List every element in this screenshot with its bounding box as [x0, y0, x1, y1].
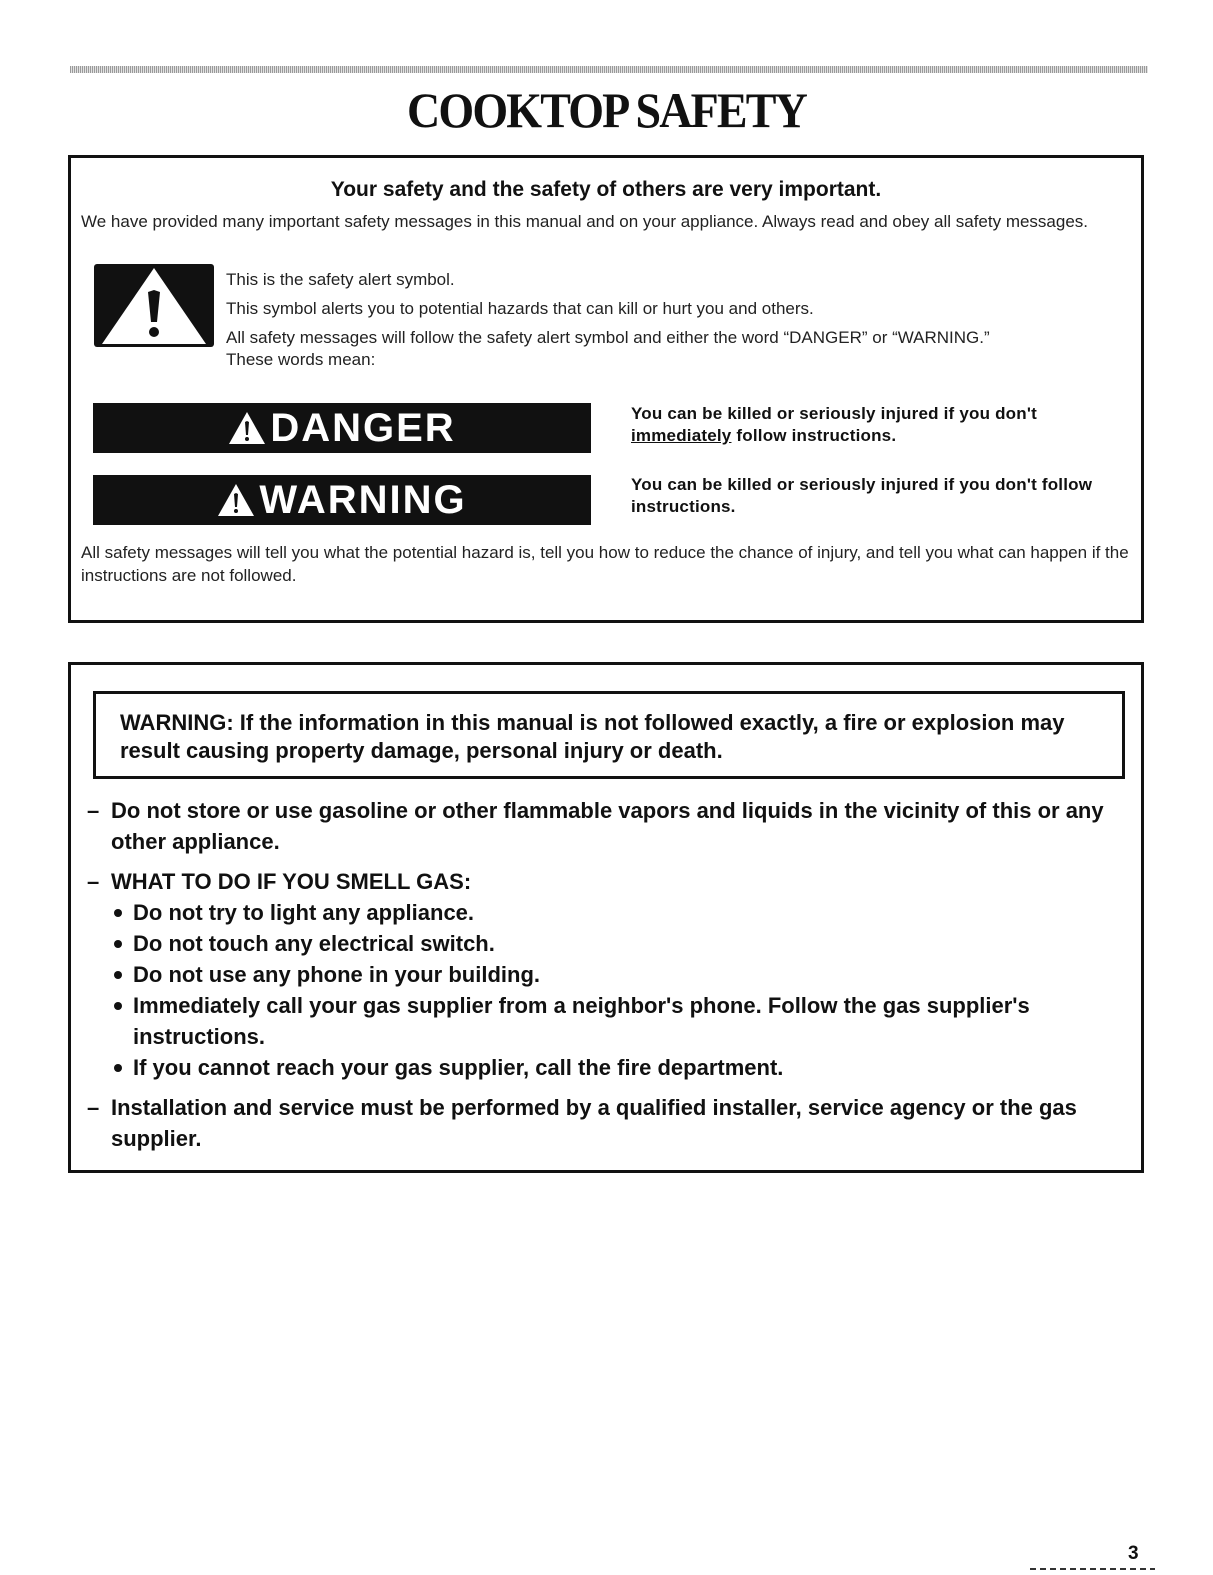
- warning-alert-icon: [217, 483, 255, 517]
- sub-list-item-text: Immediately call your gas supplier from a neighbor's phone. Follow the gas supplier's instructions.: [133, 993, 1030, 1049]
- explosion-warning-text: WARNING: If the information in this manual is not followed exactly, a fire or explosion may result causing property damage, personal injury or death.: [120, 710, 1065, 763]
- warning-label: [93, 475, 591, 525]
- sub-list-item-text: Do not try to light any appliance.: [133, 900, 475, 925]
- danger-description: [631, 403, 1131, 447]
- danger-alert-icon: [228, 411, 266, 445]
- bullet-icon: [114, 1002, 122, 1010]
- explosion-warning: [93, 691, 1125, 779]
- list-item: – WHAT TO DO IF YOU SMELL GAS:: [87, 869, 472, 894]
- safety-intro: We have provided many important safety messages in this manual and on your appliance. Always read and obey all safety messages.: [81, 212, 1089, 231]
- safety-footer: All safety messages will tell you what the potential hazard is, tell you how to reduce the chance of injury, and tell you what can happen if the instructions are not followed.: [81, 543, 1129, 585]
- bullet-icon: [114, 909, 122, 917]
- alert-line: This is the safety alert symbol.: [226, 270, 455, 289]
- list-item-text: WHAT TO DO IF YOU SMELL GAS:: [111, 869, 472, 894]
- safety-heading: Your safety and the safety of others are very important.: [330, 178, 882, 201]
- page-title: COOKTOP SAFETY: [407, 82, 806, 138]
- bullet-icon: [114, 940, 122, 948]
- warning-description: You can be killed or seriously injured if you don't follow instructions.: [631, 475, 1093, 516]
- sub-list-item-text: If you cannot reach your gas supplier, call the fire department.: [133, 1055, 784, 1080]
- sub-list-item: [87, 990, 1127, 1052]
- bullet-icon: [114, 1064, 122, 1072]
- bottom-edge: [1030, 1568, 1155, 1570]
- page-number: 3: [1128, 1543, 1139, 1564]
- danger-desc-emphasis: immediately: [631, 426, 732, 445]
- sub-list-item: [87, 959, 1127, 990]
- warning-word: WARNING: [259, 478, 467, 522]
- sub-list-item: [87, 928, 1127, 959]
- list-item: – Installation and service must be performed by a qualified installer, service agency or the gas supplier.: [87, 1095, 1077, 1151]
- list-item: – Do not store or use gasoline or other flammable vapors and liquids in the vicinity of this or any other appliance.: [87, 798, 1104, 854]
- safety-alert-icon: [94, 264, 214, 347]
- bullet-icon: [114, 971, 122, 979]
- safety-info-box: [68, 155, 1144, 623]
- alert-line: This symbol alerts you to potential hazards that can kill or hurt you and others.: [226, 299, 814, 318]
- gas-warning-box: [68, 662, 1144, 1173]
- danger-desc-part1: You can be killed or seriously injured if you don't: [631, 404, 1037, 423]
- top-rule: [70, 66, 1148, 73]
- gas-instructions: [87, 795, 1127, 1154]
- sub-list-item-text: Do not use any phone in your building.: [133, 962, 540, 987]
- sub-list-item: [87, 1052, 1127, 1083]
- danger-label: [93, 403, 591, 453]
- danger-desc-part2: follow instructions.: [736, 426, 897, 445]
- sub-list-item-text: Do not touch any electrical switch.: [133, 931, 495, 956]
- sub-list-item: [87, 897, 1127, 928]
- list-item-text: Do not store or use gasoline or other flammable vapors and liquids in the vicinity of this or any other appliance.: [111, 798, 1104, 854]
- alert-description: [226, 269, 1026, 378]
- danger-word: DANGER: [270, 406, 456, 450]
- alert-line: All safety messages will follow the safety alert symbol and either the word “DANGER” or “WARNING.” These words mean:: [226, 328, 990, 369]
- list-item-text: Installation and service must be performed by a qualified installer, service agency or the gas supplier.: [111, 1095, 1077, 1151]
